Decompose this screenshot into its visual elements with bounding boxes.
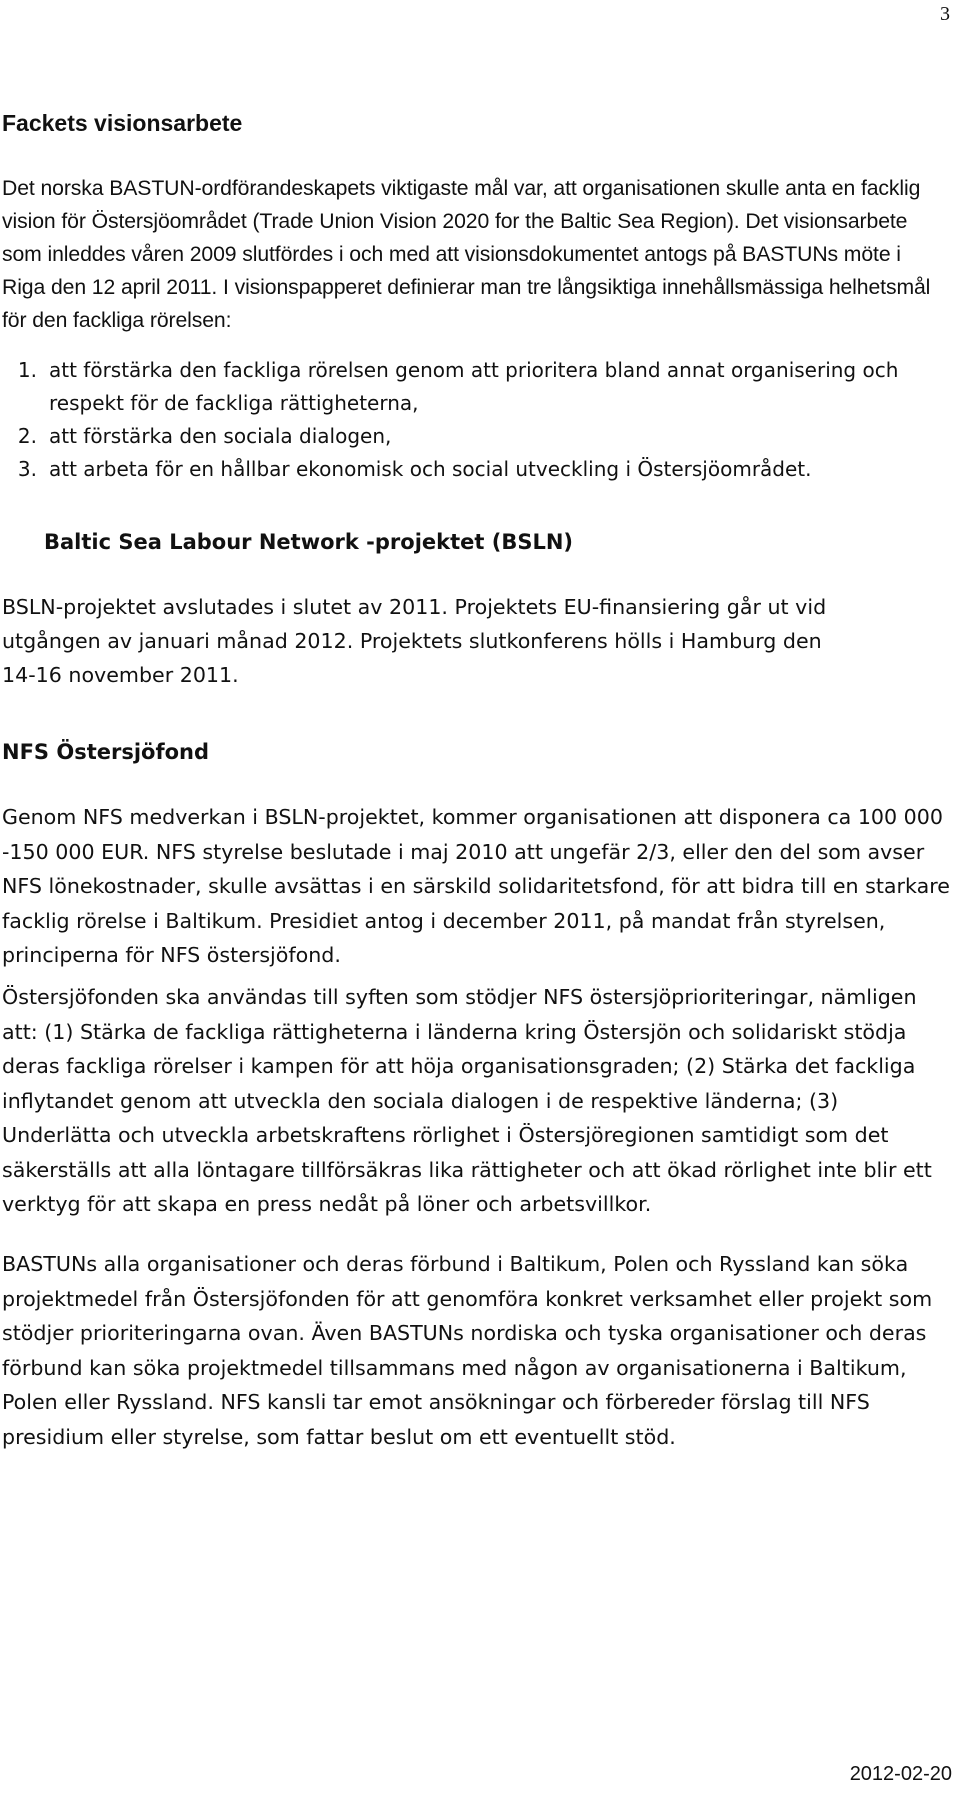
- footer-date: 2012-02-20: [849, 1763, 952, 1785]
- section-heading-bsln: Baltic Sea Labour Network -projektet (BSLN): [44, 530, 574, 554]
- section-heading-nfs: NFS Östersjöfond: [2, 740, 210, 764]
- list-item: [2, 453, 942, 486]
- section-heading-vision: Fackets visionsarbete: [2, 110, 243, 136]
- bsln-paragraph: BSLN-projektet avslutades i slutet av 2011. Projektets EU-finansiering går ut vid utgången av januari månad 2012. Projektets slutkonferens hölls i Hamburg den 14-16 november 2011.: [2, 595, 827, 687]
- nfs-paragraph-1: Genom NFS medverkan i BSLN-projektet, kommer organisationen att disponera ca 100 000 -150 000 EUR. NFS styrelse beslutade i maj 2010 att ungefär 2/3, eller den del som avser NFS lönekostnader, skulle avsättas i en särskild solidaritetsfond, för att bidra till en starkare facklig rörelse i Baltikum. Presidiet antog i december 2011, på mandat från styrelsen, principerna för NFS östersjöfond.: [2, 805, 950, 967]
- page-number: 3: [940, 3, 950, 25]
- nfs-paragraph-2: Östersjöfonden ska användas till syften som stödjer NFS östersjöprioriteringar, nämligen att: (1) Stärka de fackliga rättigheterna i länderna kring Östersjön och solidariskt stödja deras fackliga rörelser i kampen för att höja organisationsgraden; (2) Stärka det fackliga inflytandet genom att utveckla den sociala dialogen i de respektive länderna; (3) Underlätta och utveckla arbetskraftens rörlighet i Östersjöregionen samtidigt som det säkerställs att alla löntagare tillförsäkras lika rättigheter och att ökad rörlighet inte blir ett verktyg för att skapa en press nedåt på löner och arbetsvillkor.: [2, 985, 932, 1216]
- list-item-text: att förstärka den sociala dialogen,: [49, 424, 392, 448]
- nfs-paragraph-3: BASTUNs alla organisationer och deras förbund i Baltikum, Polen och Ryssland kan söka projektmedel från Östersjöfonden för att genomföra konkret verksamhet eller projekt som stödjer prioriteringarna ovan. Även BASTUNs nordiska och tyska organisationer och deras förbund kan söka projektmedel tillsammans med någon av organisationerna i Baltikum, Polen eller Ryssland. NFS kansli tar emot ansökningar och förbereder förslag till NFS presidium eller styrelse, som fattar beslut om ett eventuellt stöd.: [2, 1252, 933, 1449]
- list-item: [2, 354, 942, 420]
- list-item: [2, 420, 942, 453]
- list-item-number: 3.: [17, 457, 37, 481]
- vision-paragraph: Det norska BASTUN-ordförandeskapets viktigaste mål var, att organisationen skulle anta en facklig vision för Östersjöområdet (Trade Union Vision 2020 for the Baltic Sea Region). Det visionsarbete som inleddes våren 2009 slutfördes i och med att visionsdokumentet antogs på BASTUNs möte i Riga den 12 april 2011. I visionspapperet definierar man tre långsiktiga innehållsmässiga helhetsmål för den fackliga rörelsen:: [2, 177, 931, 332]
- list-item-number: 2.: [17, 424, 37, 448]
- list-item-text: att förstärka den fackliga rörelsen genom att prioritera bland annat organisering och respekt för de fackliga rättigheterna,: [49, 358, 899, 415]
- list-item-text: att arbeta för en hållbar ekonomisk och social utveckling i Östersjöområdet.: [49, 457, 812, 481]
- goals-list: [2, 354, 942, 486]
- list-item-number: 1.: [17, 358, 37, 382]
